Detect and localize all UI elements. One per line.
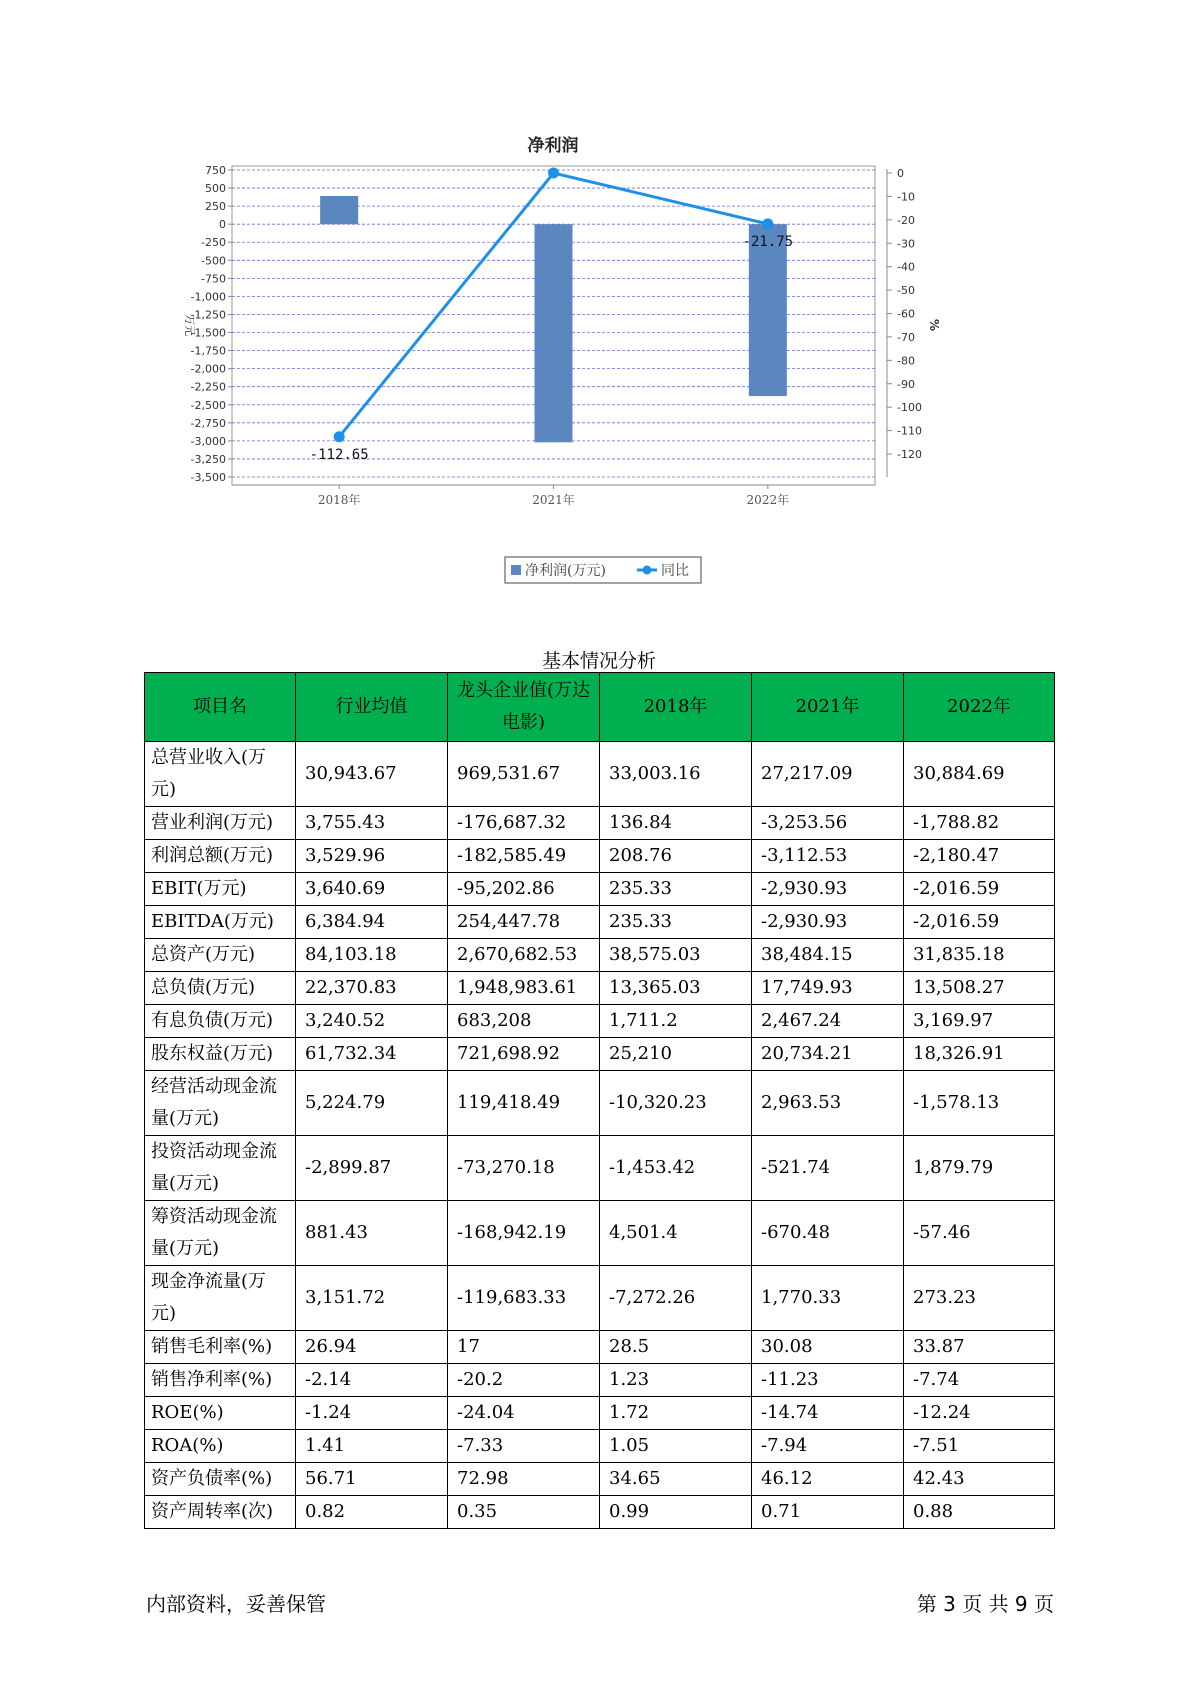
table-cell: 3,169.97 xyxy=(904,1005,1055,1038)
table-cell: 1,711.2 xyxy=(600,1005,752,1038)
y-tick-label: -1,500 xyxy=(190,326,226,340)
table-cell: -14.74 xyxy=(752,1397,904,1430)
table-cell: 46.12 xyxy=(752,1463,904,1496)
table-cell: 969,531.67 xyxy=(448,742,600,807)
table-cell: 22,370.83 xyxy=(296,972,448,1005)
header-industry-avg: 行业均值 xyxy=(296,673,448,742)
right-tick-label: -120 xyxy=(897,448,922,461)
table-cell: 2,963.53 xyxy=(752,1071,904,1136)
table-cell: 683,208 xyxy=(448,1005,600,1038)
table-cell: -24.04 xyxy=(448,1397,600,1430)
table-cell: 0.71 xyxy=(752,1496,904,1529)
y-tick-label: -1,000 xyxy=(190,290,226,304)
y-tick-label: -250 xyxy=(201,236,226,250)
table-cell: 27,217.09 xyxy=(752,742,904,807)
row-label: 利润总额(万元) xyxy=(145,840,296,873)
row-label: 销售毛利率(%) xyxy=(145,1331,296,1364)
table-cell: 31,835.18 xyxy=(904,939,1055,972)
table-cell: 84,103.18 xyxy=(296,939,448,972)
row-label: 现金净流量(万元) xyxy=(145,1266,296,1331)
legend-bar-swatch xyxy=(511,565,521,575)
row-label: 销售净利率(%) xyxy=(145,1364,296,1397)
table-cell: 208.76 xyxy=(600,840,752,873)
right-tick-label: 0 xyxy=(897,167,904,180)
y-tick-label: -3,500 xyxy=(190,471,226,484)
table-caption: 基本情况分析 xyxy=(541,650,656,672)
table-cell: 235.33 xyxy=(600,906,752,939)
table-cell: 5,224.79 xyxy=(296,1071,448,1136)
y-tick-label: -3,250 xyxy=(190,452,226,466)
bar-net-profit xyxy=(320,196,358,224)
table-cell: 42.43 xyxy=(904,1463,1055,1496)
row-label: 投资活动现金流量(万元) xyxy=(145,1136,296,1201)
net-profit-chart-svg xyxy=(170,130,1030,600)
table-cell: 235.33 xyxy=(600,873,752,906)
table-cell: -7.74 xyxy=(904,1364,1055,1397)
table-cell: 721,698.92 xyxy=(448,1038,600,1071)
table-cell: 6,384.94 xyxy=(296,906,448,939)
legend-bar-label: 净利润(万元) xyxy=(525,563,606,579)
table-cell: 61,732.34 xyxy=(296,1038,448,1071)
point-yoy xyxy=(548,168,559,179)
x-tick-label: 2022年 xyxy=(746,493,790,507)
table-cell: 254,447.78 xyxy=(448,906,600,939)
y-tick-label: -3,000 xyxy=(190,434,226,448)
table-row xyxy=(145,906,1055,939)
table-row xyxy=(145,1364,1055,1397)
table-cell: -1,788.82 xyxy=(904,807,1055,840)
right-tick-label: -20 xyxy=(897,213,915,227)
table-cell: 4,501.4 xyxy=(600,1201,752,1266)
net-profit-chart xyxy=(170,130,1030,600)
table-cell: -1,453.42 xyxy=(600,1136,752,1201)
table-row xyxy=(145,1430,1055,1463)
table-cell: 1.41 xyxy=(296,1430,448,1463)
table-cell: 119,418.49 xyxy=(448,1071,600,1136)
y-tick-label: 500 xyxy=(205,182,226,196)
row-label: 资产负债率(%) xyxy=(145,1463,296,1496)
right-tick-label: -80 xyxy=(897,354,915,368)
row-label: EBIT(万元) xyxy=(145,873,296,906)
table-cell: -57.46 xyxy=(904,1201,1055,1266)
table-row xyxy=(145,873,1055,906)
table-cell: 20,734.21 xyxy=(752,1038,904,1071)
table-cell: 2,670,682.53 xyxy=(448,939,600,972)
right-tick-label: -70 xyxy=(897,330,915,344)
table-cell: 17 xyxy=(448,1331,600,1364)
table-cell: 25,210 xyxy=(600,1038,752,1071)
row-label: 股东权益(万元) xyxy=(145,1038,296,1071)
table-cell: -7.94 xyxy=(752,1430,904,1463)
right-tick-label: -50 xyxy=(897,284,915,298)
table-cell: 0.35 xyxy=(448,1496,600,1529)
table-cell: 30,884.69 xyxy=(904,742,1055,807)
table-cell: -2,899.87 xyxy=(296,1136,448,1201)
table-cell: 0.82 xyxy=(296,1496,448,1529)
table-row xyxy=(145,972,1055,1005)
table-cell: -7.33 xyxy=(448,1430,600,1463)
table-cell: -2,016.59 xyxy=(904,906,1055,939)
row-label: 总负债(万元) xyxy=(145,972,296,1005)
table-cell: -7.51 xyxy=(904,1430,1055,1463)
point-yoy xyxy=(334,431,345,442)
legend-line-marker xyxy=(643,566,652,575)
header-2022: 2022年 xyxy=(904,673,1055,742)
row-label: ROE(%) xyxy=(145,1397,296,1430)
header-leader-value: 龙头企业值(万达电影) xyxy=(448,673,600,742)
header-item-name: 项目名 xyxy=(145,673,296,742)
y-tick-label: -2,750 xyxy=(190,416,226,430)
header-2021: 2021年 xyxy=(752,673,904,742)
table-cell: -3,112.53 xyxy=(752,840,904,873)
y-tick-label: -2,000 xyxy=(190,362,226,376)
row-label: 营业利润(万元) xyxy=(145,807,296,840)
y-tick-label: 750 xyxy=(205,164,226,177)
table-row xyxy=(145,1038,1055,1071)
table-cell: -20.2 xyxy=(448,1364,600,1397)
table-cell: 28.5 xyxy=(600,1331,752,1364)
row-label: 筹资活动现金流量(万元) xyxy=(145,1201,296,1266)
table-cell: 38,484.15 xyxy=(752,939,904,972)
table-cell: -2,930.93 xyxy=(752,873,904,906)
row-label: 总资产(万元) xyxy=(145,939,296,972)
table-row xyxy=(145,1463,1055,1496)
table-row xyxy=(145,807,1055,840)
table-row xyxy=(145,1071,1055,1136)
row-label: 有息负债(万元) xyxy=(145,1005,296,1038)
table-cell: 33,003.16 xyxy=(600,742,752,807)
table-row xyxy=(145,1496,1055,1529)
table-cell: 18,326.91 xyxy=(904,1038,1055,1071)
table-cell: 3,755.43 xyxy=(296,807,448,840)
row-label: 经营活动现金流量(万元) xyxy=(145,1071,296,1136)
table-cell: -95,202.86 xyxy=(448,873,600,906)
table-row xyxy=(145,1005,1055,1038)
row-label: ROA(%) xyxy=(145,1430,296,1463)
table-cell: 1.23 xyxy=(600,1364,752,1397)
table-cell: 1.05 xyxy=(600,1430,752,1463)
y-tick-label: -500 xyxy=(201,254,226,268)
table-cell: 0.99 xyxy=(600,1496,752,1529)
table-row xyxy=(145,1201,1055,1266)
legend-line-label: 同比 xyxy=(661,563,689,579)
y-tick-label: -1,250 xyxy=(190,308,226,322)
table-row xyxy=(145,742,1055,807)
table-row xyxy=(145,1397,1055,1430)
table-cell: -3,253.56 xyxy=(752,807,904,840)
right-tick-label: -10 xyxy=(897,190,915,204)
table-header-row xyxy=(145,673,1055,742)
table-cell: 13,365.03 xyxy=(600,972,752,1005)
table-cell: 3,240.52 xyxy=(296,1005,448,1038)
y-tick-label: -2,500 xyxy=(190,398,226,412)
table-cell: 26.94 xyxy=(296,1331,448,1364)
table-cell: 72.98 xyxy=(448,1463,600,1496)
basic-analysis-table xyxy=(144,672,1055,1529)
y-axis-right-label: % xyxy=(927,318,941,332)
table-cell: -168,942.19 xyxy=(448,1201,600,1266)
footer-confidential-note: 内部资料，妥善保管 xyxy=(146,1592,326,1616)
bar-net-profit xyxy=(535,224,573,442)
table-cell: -1.24 xyxy=(296,1397,448,1430)
y-axis-label: 万元 xyxy=(183,314,196,336)
table-cell: -73,270.18 xyxy=(448,1136,600,1201)
table-row xyxy=(145,1266,1055,1331)
data-label-yoy: -21.75 xyxy=(742,233,794,250)
table-cell: 13,508.27 xyxy=(904,972,1055,1005)
y-tick-label: 250 xyxy=(205,200,226,214)
table-cell: 34.65 xyxy=(600,1463,752,1496)
right-tick-label: -110 xyxy=(897,424,922,438)
table-cell: 38,575.03 xyxy=(600,939,752,972)
table-cell: 136.84 xyxy=(600,807,752,840)
table-cell: -2,930.93 xyxy=(752,906,904,939)
table-cell: -2.14 xyxy=(296,1364,448,1397)
table-cell: 3,529.96 xyxy=(296,840,448,873)
table-cell: 30,943.67 xyxy=(296,742,448,807)
table-cell: 881.43 xyxy=(296,1201,448,1266)
table-cell: -11.23 xyxy=(752,1364,904,1397)
table-body xyxy=(145,742,1055,1529)
table-cell: 1,948,983.61 xyxy=(448,972,600,1005)
x-tick-label: 2021年 xyxy=(532,493,575,507)
right-tick-label: -40 xyxy=(897,260,915,274)
y-tick-label: -2,250 xyxy=(190,380,226,394)
right-tick-label: -60 xyxy=(897,307,915,321)
row-label: EBITDA(万元) xyxy=(145,906,296,939)
table-cell: -12.24 xyxy=(904,1397,1055,1430)
table-cell: -2,180.47 xyxy=(904,840,1055,873)
y-tick-label: -750 xyxy=(201,272,226,286)
bar-net-profit xyxy=(749,224,787,396)
table-cell: -182,585.49 xyxy=(448,840,600,873)
row-label: 总营业收入(万元) xyxy=(145,742,296,807)
table-cell: 56.71 xyxy=(296,1463,448,1496)
table-cell: -2,016.59 xyxy=(904,873,1055,906)
footer-page-number: 第 3 页 共 9 页 xyxy=(916,1592,1054,1616)
table-cell: -521.74 xyxy=(752,1136,904,1201)
header-2018: 2018年 xyxy=(600,673,752,742)
table-row xyxy=(145,840,1055,873)
right-tick-label: -90 xyxy=(897,377,915,391)
data-label-yoy: -112.65 xyxy=(309,446,369,463)
right-tick-label: -100 xyxy=(897,401,922,415)
table-row xyxy=(145,1331,1055,1364)
table-cell: 1,770.33 xyxy=(752,1266,904,1331)
table-cell: 1,879.79 xyxy=(904,1136,1055,1201)
table-row xyxy=(145,1136,1055,1201)
table-cell: 2,467.24 xyxy=(752,1005,904,1038)
table-cell: -670.48 xyxy=(752,1201,904,1266)
table-cell: 33.87 xyxy=(904,1331,1055,1364)
table-cell: 17,749.93 xyxy=(752,972,904,1005)
table-cell: -1,578.13 xyxy=(904,1071,1055,1136)
chart-title: 净利润 xyxy=(527,136,579,156)
y-tick-label: 0 xyxy=(219,218,226,232)
row-label: 资产周转率(次) xyxy=(145,1496,296,1529)
table-cell: -176,687.32 xyxy=(448,807,600,840)
table-cell: 0.88 xyxy=(904,1496,1055,1529)
table-row xyxy=(145,939,1055,972)
table-cell: -7,272.26 xyxy=(600,1266,752,1331)
point-yoy xyxy=(762,218,773,229)
table-cell: 273.23 xyxy=(904,1266,1055,1331)
table-cell: 30.08 xyxy=(752,1331,904,1364)
x-tick-label: 2018年 xyxy=(317,493,361,507)
table-cell: -10,320.23 xyxy=(600,1071,752,1136)
table-cell: 1.72 xyxy=(600,1397,752,1430)
table-cell: 3,640.69 xyxy=(296,873,448,906)
table-cell: 3,151.72 xyxy=(296,1266,448,1331)
table-cell: -119,683.33 xyxy=(448,1266,600,1331)
y-tick-label: -1,750 xyxy=(190,344,226,358)
right-tick-label: -30 xyxy=(897,237,915,251)
